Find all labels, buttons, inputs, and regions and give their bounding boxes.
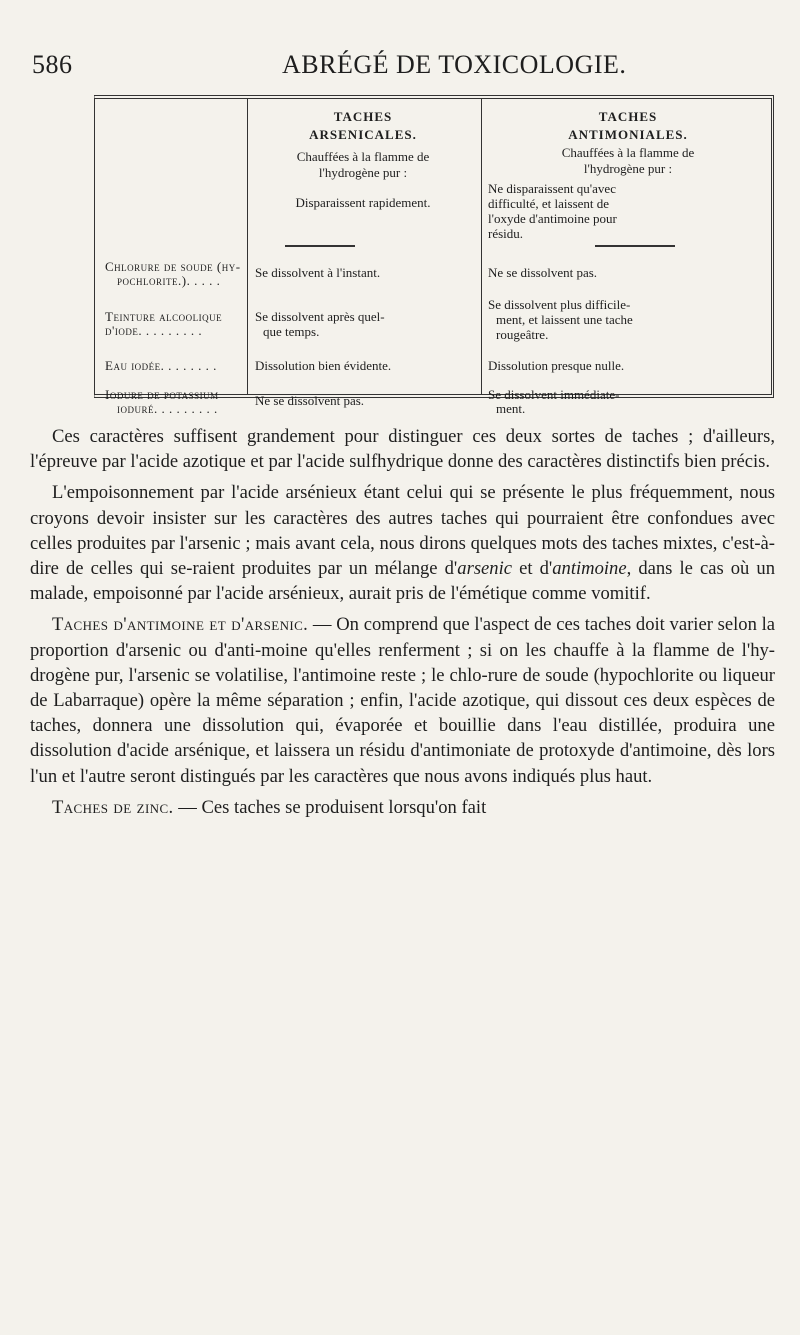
row-antimony-value: ment, et laissent une tache xyxy=(496,312,633,327)
section-heading: Taches de zinc. xyxy=(52,796,174,818)
emphasis-antimoine: antimoine xyxy=(552,558,627,580)
row-antimony-value: Se dissolvent plus difficile- xyxy=(488,297,631,312)
comparison-table xyxy=(94,95,774,416)
row-arsenic-value: Dissolution bien évidente. xyxy=(255,358,392,373)
paragraph: Taches de zinc. — Ces taches se produisent lorsqu'on fait xyxy=(52,796,487,818)
body-text xyxy=(30,424,775,820)
row-label-teinture: Teinture alcoolique xyxy=(105,309,223,324)
paragraph: Taches d'antimoine et d'arsenic. — On comprend que l'aspect de ces taches doit varier selon la proportion d'arsenic ou d'anti-moine qu'elles renferment ; si on les chauffe à la flamme de l'hy-drogène pur, l'arsenic se volatilise, l'antimoine reste ; le chlo-rure de soude (hypochlorite ou liqueur de Labarraque) opère la même séparation ; enfin, l'acide azotique, qui dissout ces deux espèces de taches, donnera une dissolution qui, évaporée et bouillie dans l'eau distillée, produira une dissolution d'acide arsénique, et laissera un résidu d'antimoniate de protoxyde d'antimoine, dès lors l'un et l'autre seront distingués par les caractères que nous avons indiqués plus haut. xyxy=(30,614,776,787)
row-label-iodure: Iodure de potassium xyxy=(105,387,219,402)
section-rule xyxy=(595,245,675,247)
paragraph: L'empoisonnement par l'acide arsénieux étant celui qui se présente le plus fréquemment, nous croyons devoir insister sur les caractères des autres taches qui pourraient être confondues avec celles produites par l'arsenic ; mais avant cela, nous dirons quelques mots des taches mixtes, c'est-à-dire de celles qui se-raient produites par un mélange d'arsenic et d'antimoine, dans le cas où un malade, empoisonné par l'acide arsénieux, aurait pris de l'émétique comme vomitif. xyxy=(30,482,775,605)
row-arsenic-value: Ne se dissolvent pas. xyxy=(255,393,365,408)
antimony-heat-line: Chauffées à la flamme de xyxy=(561,145,695,160)
row-arsenic-value: que temps. xyxy=(263,324,320,339)
row-antimony-value: rougeâtre. xyxy=(496,327,549,342)
antimony-col-subtitle: ANTIMONIALES. xyxy=(568,127,688,142)
antimony-col-title: TACHES xyxy=(598,109,658,124)
row-label-chlorure: Chlorure de soude (hy- xyxy=(105,259,241,274)
column-divider xyxy=(247,99,248,394)
antimony-heat-result: difficulté, et laissent de xyxy=(488,196,610,211)
antimony-heat-result: résidu. xyxy=(488,226,524,241)
page-number: 586 xyxy=(32,50,73,79)
column-divider xyxy=(481,99,482,394)
antimony-heat-result: l'oxyde d'antimoine pour xyxy=(488,211,617,226)
section-heading: Taches d'antimoine et d'arsenic. xyxy=(52,614,309,636)
section-rule xyxy=(285,245,355,247)
arsenic-heat-result: Disparaissent rapidement. xyxy=(295,195,431,210)
row-antimony-value: ment. xyxy=(496,401,526,416)
running-header xyxy=(32,50,732,82)
emphasis-arsenic: arsenic xyxy=(457,558,513,580)
row-arsenic-value: Se dissolvent après quel- xyxy=(255,309,385,324)
row-label-teinture: d'iode. . . . . . . . . xyxy=(105,323,203,338)
antimony-heat-line: l'hydrogène pur : xyxy=(583,161,673,176)
arsenic-heat-line: l'hydrogène pur : xyxy=(318,165,408,180)
arsenic-heat-line: Chauffées à la flamme de xyxy=(296,149,430,164)
row-label-eau-iodee: Eau iodée. . . . . . . . xyxy=(105,358,217,373)
antimony-heat-result: Ne disparaissent qu'avec xyxy=(488,181,616,196)
paragraph: Ces caractères suffisent grandement pour distinguer ces deux sortes de taches ; d'ailleurs, l'épreuve par l'acide azotique et par l'acide sulfhydrique donne des caractères distinctifs bien précis. xyxy=(30,426,775,473)
row-label-chlorure: pochlorite.). . . . . xyxy=(117,273,221,288)
row-label-iodure: ioduré. . . . . . . . . xyxy=(117,401,218,416)
arsenic-col-subtitle: ARSENICALES. xyxy=(309,127,417,142)
row-antimony-value: Se dissolvent immédiate- xyxy=(488,387,620,402)
running-title: ABRÉGÉ DE TOXICOLOGIE. xyxy=(282,50,627,79)
row-arsenic-value: Se dissolvent à l'instant. xyxy=(255,265,381,280)
arsenic-col-title: TACHES xyxy=(333,109,393,124)
row-antimony-value: Dissolution presque nulle. xyxy=(488,358,625,373)
row-antimony-value: Ne se dissolvent pas. xyxy=(488,265,598,280)
